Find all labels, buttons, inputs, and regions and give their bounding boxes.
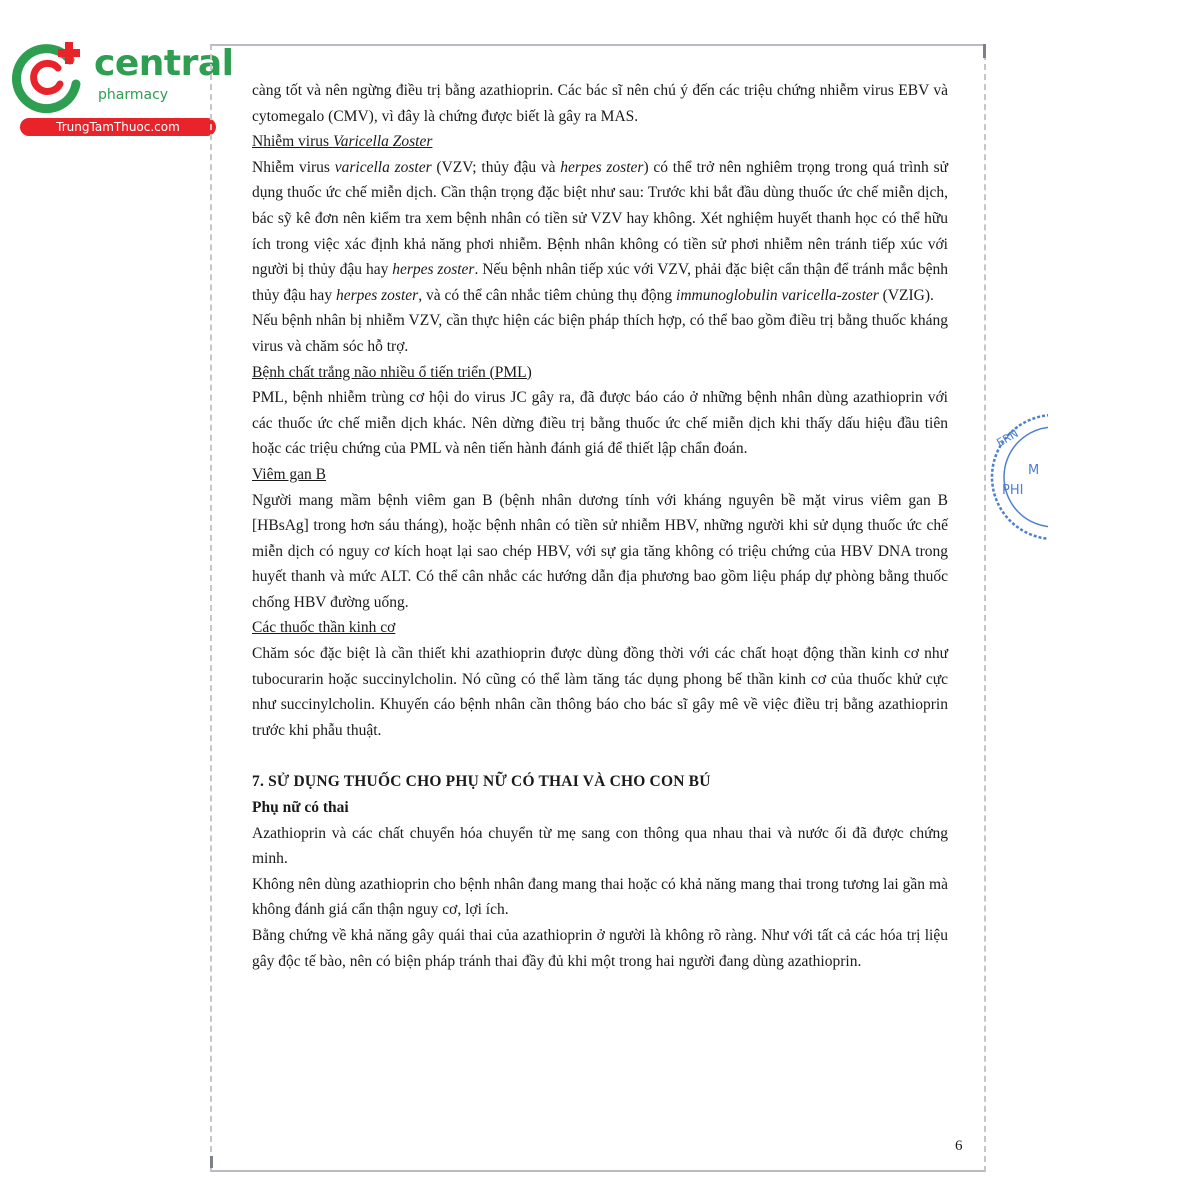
paragraph: Bằng chứng về khả năng gây quái thai của azathioprin ở người là không rõ ràng. Như với tất cả các hóa trị liệu gây độc tế bào, nên có biện pháp tránh thai đầy đủ khi một trong hai người đang dùng azathioprin.	[252, 927, 948, 970]
paragraph: càng tốt và nên ngừng điều trị bằng azathioprin. Các bác sĩ nên chú ý đến các triệu chứng nhiễm virus EBV và cytomegalo (CMV), vì đây là chứng được biết là gây ra MAS.	[252, 82, 948, 125]
subheading-neuromuscular: Các thuốc thần kinh cơ	[252, 619, 396, 637]
logo-wordmark: central	[94, 43, 234, 84]
paragraph: Nếu bệnh nhân bị nhiễm VZV, cần thực hiện các biện pháp thích hợp, có thể bao gồm điều trị bằng thuốc kháng virus và chăm sóc hỗ trợ.	[252, 312, 948, 355]
stamp-text: PHI	[1002, 483, 1024, 498]
paragraph: PML, bệnh nhiễm trùng cơ hội do virus JC gây ra, đã được báo cáo ở những bệnh nhân dùng azathioprin với các thuốc ức chế miễn dịch khác. Nên dừng điều trị bằng thuốc ức chế miễn dịch khi thấy dấu hiệu đầu tiên hoặc các triệu chứng của PML và nên tiến hành đánh giá để thiết lập chẩn đoán.	[252, 389, 948, 458]
subheading-pml: Bệnh chất trắng não nhiều ổ tiến triển (PML)	[252, 363, 532, 381]
paragraph-vzv: Nhiễm virus varicella zoster (VZV; thủy đậu và herpes zoster) có thể trở nên nghiêm trọng trong quá trình sử dụng thuốc ức chế miễn dịch. Cần thận trọng đặc biệt như sau: Trước khi bắt đầu dùng thuốc ức chế miễn dịch, bác sỹ kê đơn nên kiểm tra xem bệnh nhân có tiền sử VZV hay không. Xét nghiệm huyết thanh học có thể hữu ích trong việc xác định khả năng phơi nhiễm. Bệnh nhân không có tiền sử phơi nhiễm nên tránh tiếp xúc với người bị thủy đậu hay herpes zoster. Nếu bệnh nhân tiếp xúc với VZV, phải đặc biệt cẩn thận để tránh mắc bệnh thủy đậu hay herpes zoster, và có thể cân nhắc tiêm chủng thụ động immunoglobulin varicella-zoster (VZIG).	[252, 158, 949, 304]
paragraph: Không nên dùng azathioprin cho bệnh nhân đang mang thai hoặc có khả năng mang thai trong tương lai gần mà không đánh giá cẩn thận nguy cơ, lợi ích.	[252, 875, 948, 919]
section-title: 7. SỬ DỤNG THUỐC CHO PHỤ NỮ CÓ THAI VÀ CHO CON BÚ	[252, 773, 711, 791]
brand-logo	[10, 38, 234, 138]
subheading-hepatitis-b: Viêm gan B	[252, 465, 326, 483]
paragraph: Azathioprin và các chất chuyển hóa chuyển từ mẹ sang con thông qua nhau thai và nước ối đã được chứng minh.	[252, 824, 948, 868]
logo-site-link[interactable]: TrungTamThuoc.com	[20, 118, 216, 136]
document-body	[252, 78, 948, 974]
paragraph: Người mang mầm bệnh viêm gan B (bệnh nhân dương tính với kháng nguyên bề mặt virus viêm gan B [HBsAg] trong hơn sáu tháng), hoặc bệnh nhân có tiền sử nhiễm HBV, những người khi sử dụng thuốc ức chế miễn dịch có nguy cơ kích hoạt lại sao chép HBV, với sự gia tăng không có triệu chứng của HBV DNA trong huyết thanh và mức ALT. Có thể cân nhắc các hướng dẫn địa phương bao gồm liệu pháp dự phòng bằng thuốc chống HBV đường uống.	[252, 491, 948, 611]
subheading-pregnant: Phụ nữ có thai	[252, 799, 349, 817]
page-number: 6	[955, 1138, 963, 1154]
official-stamp-icon	[988, 402, 1048, 552]
page-corner-mark	[210, 1156, 223, 1168]
stamp-text: ERN	[994, 426, 1021, 450]
subheading-varicella-zoster: Nhiễm virus Varicella Zoster	[252, 133, 433, 151]
pharmacy-cross-logo-icon	[10, 38, 86, 114]
logo-tagline: pharmacy	[98, 87, 169, 103]
stamp-text: M	[1028, 463, 1040, 478]
paragraph: Chăm sóc đặc biệt là cần thiết khi azathioprin được dùng đồng thời với các chất hoạt động thần kinh cơ như tubocurarin hoặc succinylcholin. Nó cũng có thể làm tăng tác dụng phong bế thần kinh cơ của thuốc khử cực như succinylcholin. Khuyến cáo bệnh nhân cần thông báo cho bác sĩ gây mê về việc điều trị bằng azathioprin trước khi phẫu thuật.	[252, 645, 948, 739]
page-corner-mark	[975, 44, 986, 58]
